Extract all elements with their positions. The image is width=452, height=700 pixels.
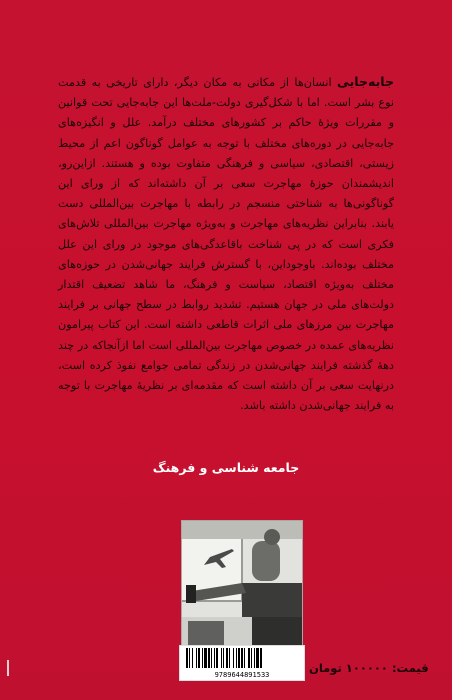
airport-traveler-photo <box>181 520 303 658</box>
barcode-bar <box>192 648 193 668</box>
barcode-bar <box>216 648 218 668</box>
barcode-bar <box>204 648 207 668</box>
barcode-bar <box>256 648 259 668</box>
blurb-paragraph <box>58 72 394 416</box>
barcode-bar <box>254 648 255 668</box>
barcode-bar <box>248 648 250 668</box>
isbn-number: 9789644891533 <box>214 671 270 679</box>
barcode-bar <box>223 648 224 668</box>
price-value: ۱۰۰۰۰۰ تومان <box>309 661 388 675</box>
barcode-bar <box>189 648 190 668</box>
edge-mark <box>7 660 9 676</box>
barcode-bars <box>180 646 304 670</box>
barcode-bar <box>196 648 197 668</box>
barcode-bar <box>236 648 237 668</box>
isbn-barcode <box>179 645 305 681</box>
barcode-bar <box>226 648 228 668</box>
barcode-bar <box>186 648 188 668</box>
barcode-bar <box>211 648 212 668</box>
barcode-bar <box>229 648 230 668</box>
barcode-bar <box>214 648 215 668</box>
price-tag <box>309 661 429 675</box>
barcode-bar <box>238 648 240 668</box>
barcode-bar <box>208 648 210 668</box>
barcode-bar <box>221 648 222 668</box>
barcode-bar <box>241 648 243 668</box>
barcode-bar <box>244 648 245 668</box>
barcode-bar <box>198 648 200 668</box>
series-title: جامعه شناسی و فرهنگ <box>152 460 300 475</box>
barcode-bar <box>202 648 203 668</box>
barcode-bar <box>233 648 234 668</box>
blurb-body: انسان‌ها از مکانی به مکان دیگر، دارای تاریخی به قدمت نوع بشر است. اما با شکل‌گیری دولت-ملت‌ها این جابه‌جایی تحت قوانین و مقررات ویژهٔ حاکم بر کشورهای مختلف درآمد. علل و انگیزه‌های جابه‌جایی در دوره‌های مختلف با توجه به عوامل گوناگون اعم از محیط زیستی، اقتصادی، سیاسی و فرهنگی متفاوت بوده و هستند. ازاین‌رو، اندیشمندان حوزهٔ مهاجرت سعی بر آن داشته‌اند که از ورای این گوناگونی‌ها به شناختی منسجم در رابطه با مهاجرت بین‌المللی دست یابند. بنابراین نظریه‌های مهاجرت و به‌ویژه مهاجرت بین‌المللی تلاش‌های فکری است که در پی شناخت باقاعدگی‌های موجود در ورای این علل مختلف بوده‌اند. باوجوداین، با گسترش فرایند جهانی‌شدن در حوزه‌های مختلف به‌ویژه اقتصاد، سیاست و فرهنگ، ما شاهد تضعیف اقتدار دولت‌های ملی در جهان هستیم. تشدید روابط در سطح جهانی بر فرایند مهاجرت بین مرزهای ملی اثرات قاطعی داشته است. این کتاب پیرامون نظریه‌های عمده در خصوص مهاجرت بین‌المللی است اما ازآنجاکه در چند دههٔ گذشته فرایند جهانی‌شدن در زندگی تمامی جوامع نفوذ کرده است، درنهایت سعی بر آن داشته است که مقدمه‌ای بر نظریهٔ مهاجرت با توجه به فرایند جهانی‌شدن داشته باشد. <box>58 76 394 413</box>
blurb-text <box>58 72 394 416</box>
price-label: قیمت: <box>391 661 429 675</box>
barcode-bar <box>251 648 252 668</box>
barcode-bar <box>260 648 262 668</box>
blurb-lead-word: جابه‌جایی <box>336 74 394 89</box>
